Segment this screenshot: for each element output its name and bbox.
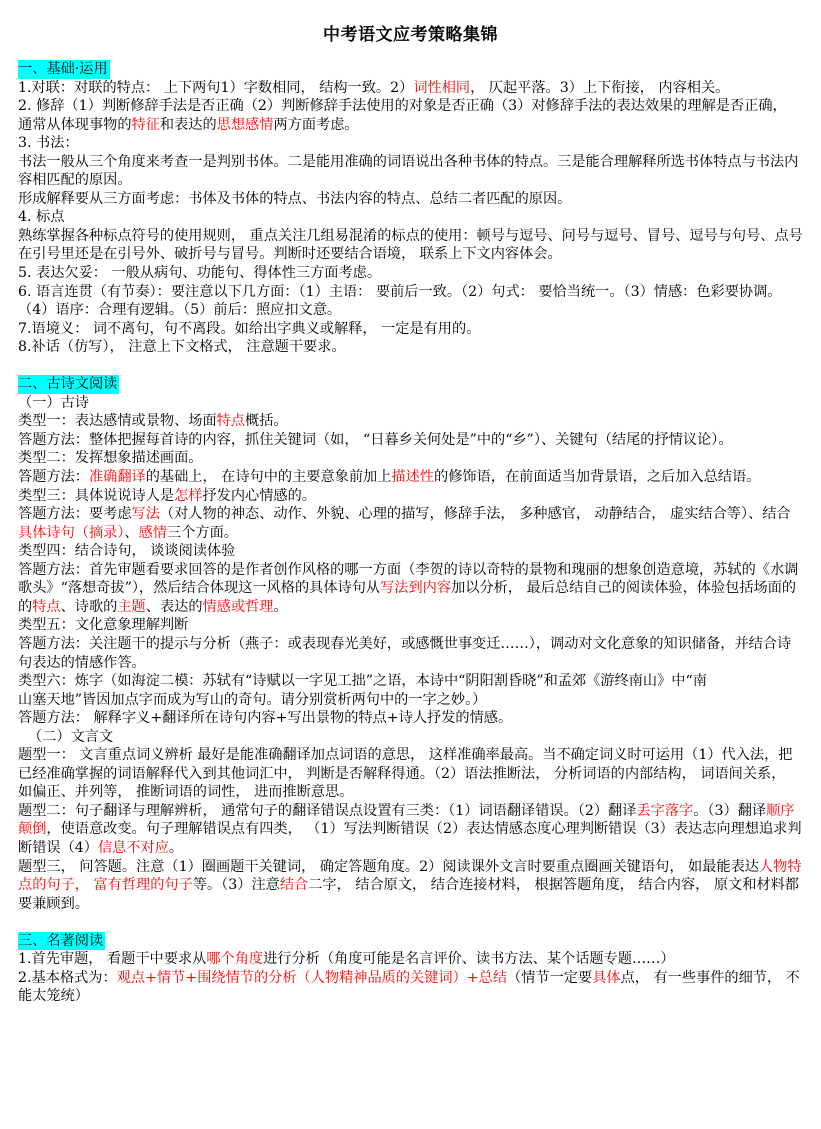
paragraph: 类型三：具体说说诗人是怎样抒发内心情感的。 [18, 487, 316, 504]
subheading: （一）古诗 [18, 394, 89, 411]
paragraph: 答题方法：关注题干的提示与分析（燕子：或表现春光美好，或感慨世事变迁……），调动对文化意象的知识储备，并结合诗句表达的情感作答。 [18, 635, 792, 671]
paragraph: 1.对联：对联的特点： 上下两句1）字数相同， 结构一致。2）词性相同， 仄起平落。3）上下衔接， 内容相关。 [18, 79, 730, 96]
paragraph: 答题方法：要考虑写法（对人物的神态、动作、外貌、心理的描写，修辞手法， 多种感官， 动静结合， 虚实结合等）、结合具体诗句（摘录）、感情三个方面。 [18, 506, 791, 541]
paragraph: 熟练掌握各种标点符号的使用规则， 重点关注几组易混淆的标点的使用：顿号与逗号、问号与逗号、冒号、逗号与句号、点号在引号里还是在引号外、破折号与冒号。判断时还要结合语境， 联系上下文内容体会。 [18, 227, 803, 263]
subheading: （二）文言文 [28, 728, 114, 745]
paragraph: 7.语境义： 词不离句，句不离段。如给出字典义或解释， 一定是有用的。 [18, 320, 481, 337]
paragraph: 4. 标点 [18, 209, 65, 226]
section-heading-classics: 三、名著阅读 [18, 932, 104, 949]
document-body [18, 60, 803, 1006]
paragraph: 1.首先审题， 看题干中要求从哪个角度进行分析（角度可能是名言评价、读书方法、某个话题专题……） [18, 951, 675, 968]
paragraph: 答题方法：准确翻译的基础上， 在诗句中的主要意象前加上描述性的修饰语，在前面适当加背景语，之后加入总结语。 [18, 469, 761, 486]
paragraph: 答题方法： 解释字义+翻译所在诗句内容+写出景物的特点+诗人抒发的情感。 [18, 710, 513, 727]
paragraph: 山塞天地”皆因加点字而成为写山的奇句。请分别赏析两句中的一字之妙。） [18, 691, 487, 708]
paragraph: 书法一般从三个角度来考查一是判别书体。二是能用准确的词语说出各种书体的特点。三是能合理解释所选书体特点与书法内容相匹配的原因。 [18, 153, 799, 189]
paragraph: 6. 语言连贯（有节奏）：要注意以下几方面：（1）主语： 要前后一致。（2）句式： 要恰当统一。（3）情感：色彩要协调。（4）语序：合理有逻辑。（5）前后：照应扣文意。 [18, 283, 782, 319]
paragraph: 答题方法：整体把握每首诗的内容，抓住关键词（如， “日暮乡关何处是”中的“乡”）、关键句（结尾的抒情议论）。 [18, 431, 733, 448]
spacer [18, 913, 803, 932]
paragraph: 题型二：句子翻译与理解辨析， 通常句子的翻译错误点设置有三类：（1）词语翻译错误。（2）翻译丢字落字。（3）翻译顺序颠倒，使语意改变。句子理解错误点有四类， （1）写法判断错误（2）表达情感态度心理判断错误（3）表达志向理想追求判断错误（4）信息不对应。 [18, 802, 802, 856]
paragraph: 类型四：结合诗句， 谈谈阅读体验 [18, 543, 236, 560]
section-heading-basics: 一、基础·运用 [18, 61, 108, 77]
paragraph: 类型一：表达感情或景物、场面特点概括。 [18, 413, 288, 430]
paragraph: 答题方法：首先审题看要求回答的是作者创作风格的哪一方面（李贺的诗以奇特的景物和瑰丽的想象创造意境，苏轼的《水调歌头》“落想奇拔”），然后结合体现这一风格的具体诗句从写法到内容加以分析， 最后总结自己的阅读体验，体验包括场面的的特点、诗歌的主题、表达的情感或哲理。 [18, 561, 799, 615]
paragraph: 5. 表达欠妥： 一般从病句、功能句、得体性三方面考虑。 [18, 265, 382, 282]
paragraph: 题型三， 问答题。注意（1）圈画题干关键词， 确定答题角度。2）阅读课外文言时要重点圈画关键语句， 如最能表达人物特点的句子， 富有哲理的句子等。（3）注意结合二字， 结合原文， 结合连接材料， 根据答题角度， 结合内容， 原文和材料都要兼顾到。 [18, 858, 802, 912]
paragraph: 类型二：发挥想象描述画面。 [18, 450, 203, 467]
paragraph: 3. 书法： [18, 135, 79, 152]
section-heading-poetry: 二、古诗文阅读 [18, 376, 118, 393]
paragraph: 类型六：炼字（如海淀二模：苏轼有“诗赋以一字见工拙”之语，本诗中“阴阳割昏晓”和孟郊《游终南山》中“南 [18, 673, 707, 690]
paragraph: 2. 修辞（1）判断修辞手法是否正确（2）判断修辞手法使用的对象是否正确（3）对修辞手法的表达效果的理解是否正确， 通常从体现事物的特征和表达的思想感情两方面考虑。 [18, 98, 787, 133]
paragraph: 类型五：文化意象理解判断 [18, 617, 189, 634]
document-title: 中考语文应考策略集锦 [323, 25, 498, 45]
spacer [18, 357, 803, 376]
paragraph: 2.基本格式为：观点+情节+围绕情节的分析（人物精神品质的关键词）+总结（情节一定要具体点， 有一些事件的细节， 不能太笼统） [18, 969, 800, 1005]
paragraph: 8.补话（仿写）， 注意上下文格式， 注意题干要求。 [18, 339, 346, 356]
paragraph: 题型一： 文言重点词义辨析 最好是能准确翻译加点词语的意思， 这样准确率最高。当不确定词义时可运用（1）代入法，把已经准确掌握的词语解释代入到其他词汇中， 判断是否解释得通。（2）语法推断法， 分析词语的内部结构， 词语间关系， 如偏正、并列等， 推断词语的词性， 进而推断意思。 [18, 747, 793, 801]
paragraph: 形成解释要从三方面考虑：书体及书体的特点、书法内容的特点、总结二者匹配的原因。 [18, 190, 572, 207]
